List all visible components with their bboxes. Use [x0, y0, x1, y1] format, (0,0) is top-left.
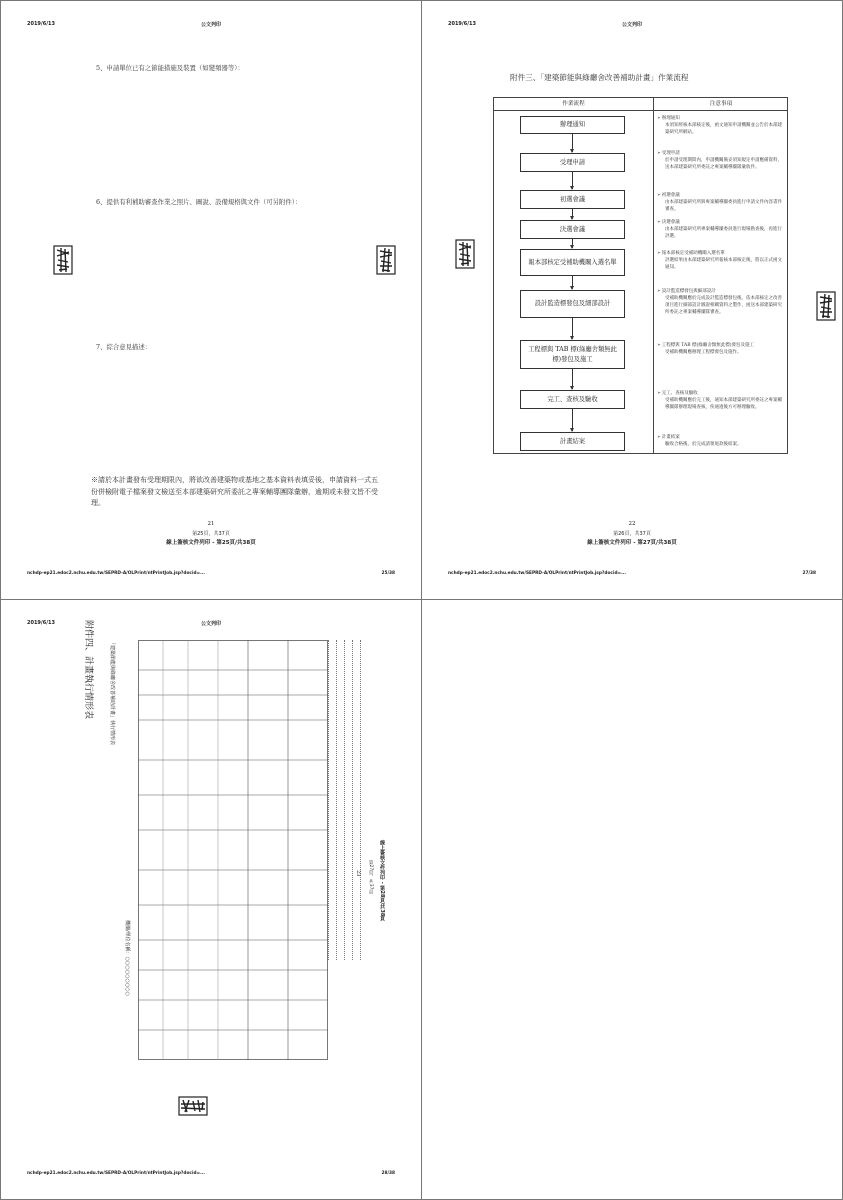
note-title: ➢ 完工、查核及驗收	[657, 390, 785, 397]
page-number: 23	[355, 870, 361, 877]
note-title: ➢ 工程標與 TAB 標(綠廳舍類無此標)發包及施工	[657, 342, 785, 349]
page-count: 第27頁，共37頁	[368, 860, 373, 894]
flow-arrow	[572, 239, 573, 248]
document-page-2	[421, 0, 843, 600]
note-closing	[657, 434, 785, 448]
note-body: 由本部建築研究所專案輔導團委員進行現場勘查後，再進行評選。	[665, 227, 782, 239]
note-apply	[657, 150, 785, 171]
print-page-index: 28/38	[381, 1171, 395, 1176]
form-item-7: 7、綜合意見描述：	[96, 343, 152, 351]
flow-arrow	[572, 318, 573, 339]
print-url: nchdp-ep21.edoc2.nchu.edu.tw/SEPRD-A/OLPrint/ntPrintJob.jsp?docid=...	[27, 571, 206, 576]
note-design	[657, 288, 785, 316]
document-page-1	[0, 0, 422, 600]
org-line: 機關/單位名稱：○○○○○○○○○	[124, 920, 130, 996]
note-preliminary	[657, 192, 785, 213]
seal-stamp-right	[816, 291, 836, 321]
remarks-line	[336, 640, 342, 960]
flow-step-final: 決選會議	[520, 220, 625, 239]
note-title: ➢ 辦理通知	[657, 115, 785, 122]
page-footer	[422, 571, 842, 581]
page-footer	[1, 571, 421, 581]
flow-arrow	[572, 209, 573, 219]
page-count: 第25頁，共37頁	[192, 531, 230, 537]
note-construction	[657, 342, 785, 356]
print-page-index: 25/38	[381, 571, 395, 576]
note-title: ➢ 計畫結案	[657, 434, 785, 441]
remarks-line	[352, 640, 358, 960]
submission-note: ※請於本計畫發布受理期限內，將欲改善建築物或基地之基本資料表填妥後，申請資料一式五份併檢附電子檔案發文檢送至本部建築研究所委託之專案輔導團隊彙辦，逾期或未發文皆不受理。	[91, 476, 378, 507]
seal-stamp-left	[53, 245, 73, 275]
note-body: 受補助機關應辦理工程標發包及施作。	[665, 350, 742, 355]
execution-table-grid	[138, 640, 328, 1060]
page-number: 21	[207, 521, 215, 527]
note-notify	[657, 115, 785, 136]
page-header	[422, 21, 842, 31]
system-title: 公文列印	[200, 621, 222, 627]
seal-stamp-right	[376, 245, 396, 275]
flow-step-closing: 計畫結案	[520, 432, 625, 451]
note-acceptance	[657, 390, 785, 411]
print-url: nchdp-ep21.edoc2.nchu.edu.tw/SEPRD-A/OLPrint/ntPrintJob.jsp?docid=...	[448, 571, 627, 576]
note-final	[657, 219, 785, 240]
flow-step-approval: 報本部核定受補助機關入選名單	[520, 249, 625, 276]
footer-title: 線上簽核文件列印 - 第25頁/共38頁	[166, 540, 256, 546]
page-count: 第26頁，共37頁	[613, 531, 651, 537]
flowchart-table	[493, 97, 788, 454]
flow-arrow	[572, 369, 573, 389]
system-title: 公文列印	[621, 22, 643, 28]
print-page-index: 27/38	[802, 571, 816, 576]
footer-title: 線上簽核文件列印 - 第28頁/共38頁	[379, 840, 385, 922]
seal-stamp-rotated	[178, 1096, 208, 1116]
page-header	[1, 21, 421, 31]
flow-step-apply: 受理申請	[520, 153, 625, 172]
col-note-header: 注意事項	[654, 98, 788, 111]
note-body: 由本部建築研究所與專案輔導團委員進行申請文件內容書件審查。	[665, 200, 782, 212]
print-url: nchdp-ep21.edoc2.nchu.edu.tw/SEPRD-A/OLPrint/ntPrintJob.jsp?docid=...	[27, 1171, 206, 1176]
note-body: 本須知經核本部核定後，函文通知申請機關並公告於本部建築研究所網站。	[665, 123, 782, 135]
flow-arrow	[572, 409, 573, 431]
form-item-6: 6、提供有利補助審查作業之照片、圖說、設備規格與文件（可另附件）：	[96, 198, 302, 206]
column-divider	[653, 98, 654, 453]
note-body: 受補助機關應於完工後，通知本部建築研究所委託之專案輔導團隊辦理現場查核，俟通過後方可辦理驗收。	[665, 398, 782, 410]
remarks-line	[360, 640, 366, 960]
note-approval	[657, 250, 785, 271]
flow-arrow	[572, 134, 573, 152]
footer-title: 線上簽核文件列印 - 第27頁/共38頁	[587, 540, 677, 546]
seal-stamp-left	[455, 239, 475, 269]
remarks-line	[328, 640, 334, 960]
flow-arrow	[572, 172, 573, 189]
form-item-5: 5、申請單位已有之節能措施及裝置（如變頻器等）：	[96, 64, 244, 72]
page-footer	[1, 1171, 421, 1181]
note-body: 驗收合格後，於完成請領尾款後結案。	[665, 442, 742, 447]
table-title: 附件四、計畫執行情形表	[83, 620, 93, 720]
system-title: 公文列印	[200, 22, 222, 28]
col-flow-header: 作業流程	[494, 98, 653, 111]
print-date: 2019/6/13	[27, 21, 56, 27]
page-number: 22	[628, 521, 636, 527]
flow-step-construction: 工程標與 TAB 標(綠廳舍類無此標)發包及施工	[520, 340, 625, 369]
flow-arrow	[572, 276, 573, 289]
print-date: 2019/6/13	[448, 21, 477, 27]
note-body: 受補助機關應於完成設計監造標發包後，依本部核定之改善項目進行細部設計圖說相關資料之製作，函送本部建築研究所委託之專案輔導團隊審查。	[665, 296, 782, 315]
flow-step-notify: 辦理通知	[520, 116, 625, 134]
remarks-line	[344, 640, 350, 960]
flow-title: 附件三、「建築節能與綠廳舍改善補助計畫」作業流程	[510, 73, 689, 82]
flow-step-design: 設計監造標發包及細部設計	[520, 290, 625, 318]
note-body: 評選結果由本部建築研究所報核本部核定後，將以正式函文通知。	[665, 258, 782, 270]
note-title: ➢ 受理申請	[657, 150, 785, 157]
note-title: ➢ 決選會議	[657, 219, 785, 226]
flow-step-preliminary: 初選會議	[520, 190, 625, 209]
document-page-3	[0, 599, 422, 1200]
note-title: ➢ 設計監造標發包與細部設計	[657, 288, 785, 295]
note-title: ➢ 報本部核定受補助機關入選名單	[657, 250, 785, 257]
rotated-execution-table	[66, 620, 396, 1160]
blank-page	[421, 599, 843, 1200]
note-title: ➢ 初選會議	[657, 192, 785, 199]
print-date: 2019/6/13	[27, 620, 56, 626]
note-body: 於申請受理期間內，申請機關備妥須知規定申請應備資料，送本部建築研究所委託之專案輔導團隊彙收件。	[665, 158, 782, 170]
flow-step-acceptance: 完工、查核及驗收	[520, 390, 625, 409]
remarks-block	[328, 640, 366, 960]
description-line: 「建築節能與綠廳舍改善補助計畫」執行情形表	[109, 640, 115, 746]
